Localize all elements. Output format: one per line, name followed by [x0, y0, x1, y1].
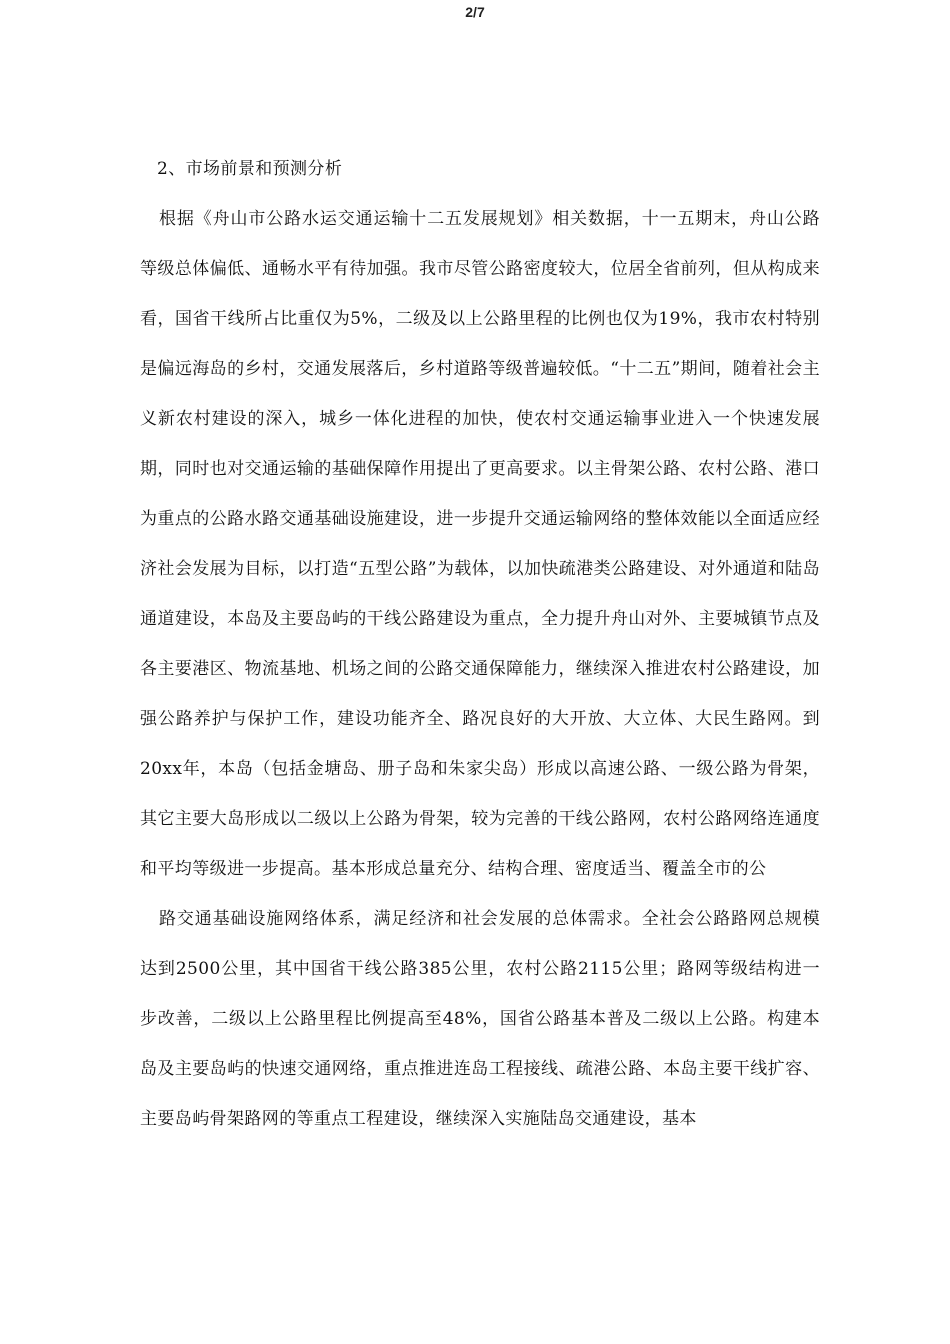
document-body [140, 144, 820, 1144]
paragraph-2: 路交通基础设施网络体系，满足经济和社会发展的总体需求。全社会公路路网总规模达到2500公里，其中国省干线公路385公里，农村公路2115公里；路网等级结构进一步改善，二级以上公路里程比例提高至48%，国省公路基本普及二级以上公路。构建本岛及主要岛屿的快速交通网络，重点推进连岛工程接线、疏港公路、本岛主要干线扩容、主要岛屿骨架路网的等重点工程建设，继续深入实施陆岛交通建设，基本 [140, 909, 820, 1129]
paragraph-1: 根据《舟山市公路水运交通运输十二五发展规划》相关数据，十一五期末，舟山公路等级总体偏低、通畅水平有待加强。我市尽管公路密度较大，位居全省前列，但从构成来看，国省干线所占比重仅为5%，二级及以上公路里程的比例也仅为19%，我市农村特别是偏远海岛的乡村，交通发展落后，乡村道路等级普遍较低。“十二五”期间，随着社会主义新农村建设的深入，城乡一体化进程的加快，使农村交通运输事业进入一个快速发展期，同时也对交通运输的基础保障作用提出了更高要求。以主骨架公路、农村公路、港口为重点的公路水路交通基础设施建设，进一步提升交通运输网络的整体效能以全面适应经济社会发展为目标，以打造“五型公路”为载体，以加快疏港类公路建设、对外通道和陆岛通道建设，本岛及主要岛屿的干线公路建设为重点，全力提升舟山对外、主要城镇节点及各主要港区、物流基地、机场之间的公路交通保障能力，继续深入推进农村公路建设，加强公路养护与保护工作，建设功能齐全、路况良好的大开放、大立体、大民生路网。到20xx年，本岛（包括金塘岛、册子岛和朱家尖岛）形成以高速公路、一级公路为骨架，其它主要大岛形成以二级以上公路为骨架，较为完善的干线公路网，农村公路网络连通度和平均等级进一步提高。基本形成总量充分、结构合理、密度适当、覆盖全市的公 [140, 209, 820, 879]
section-heading: 2、市场前景和预测分析 [157, 159, 343, 179]
page-number: 2/7 [465, 4, 485, 20]
